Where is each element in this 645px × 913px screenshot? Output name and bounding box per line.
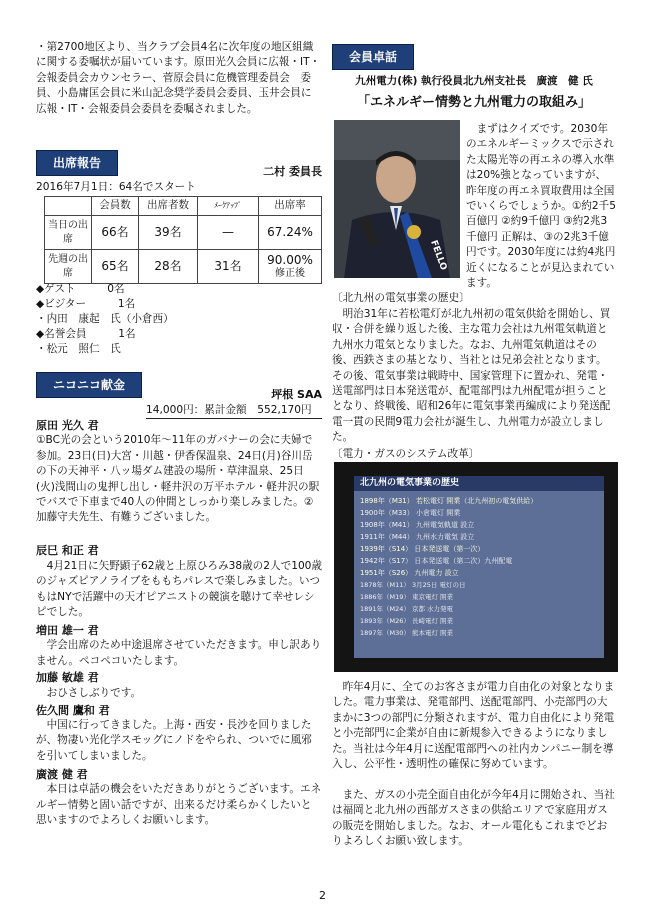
attendance-date: 2016年7月1日：64名でスタート: [36, 181, 196, 193]
guests-line: ◆ゲスト 0名: [36, 283, 125, 295]
col-members: 会員数: [92, 197, 139, 216]
slide-line: 1891年（M24） 京都 水力発電: [360, 605, 454, 613]
visitors-line: ◆ビジター 1名: [36, 298, 136, 310]
attendance-table: [44, 196, 322, 284]
donor-message: ①BC光の会という2010年〜11年のガバナーの会に夫婦で参加。23日(日)大宮・川越・伊香保温泉、24日(月)谷川岳の下の天神平・八ッ場ダム建設の場所・草津温泉、25日(火)浅間山の鬼押し出し・軽井沢の万平ホテル・軽井沢の駅でバスで下車まで40人の仲間としっかり楽しみました。②加藤守夫先生、有難うございました。: [36, 434, 320, 524]
donor-name: 辰巳 和正 君: [36, 544, 99, 558]
donor-message: おひさしぶりです。: [46, 686, 142, 699]
slide-line: 1898年（M31） 若松電灯 開業（北九州初の電気供給）: [360, 497, 538, 505]
donor-message: 4月21日に矢野顕子62歳と上原ひろみ38歳の2人で100歳のジャズピアノライブをももちパレスで楽しみました。いつもはNYで活躍中の天才ピアニストの競演を聴けて幸せレシピでした。: [36, 559, 323, 619]
cell-members: 65名: [92, 250, 139, 284]
slide-photo: [334, 462, 618, 672]
row-label: 先週の出席: [45, 250, 92, 284]
talk-paragraph-3: 昨年4月に、全てのお客さまが電力自由化の対象となりました。電力事業は、発電部門、送配電部門、小売部門の大まかに3つの部門に分類されますが、電力自由化により発電と小売部門に企業が自由に新規参入できるようになりました。当社は今年4月に送配電部門への社内カンパニー制を導入し、公平性・透明性の確保に努めています。: [332, 681, 615, 771]
niconico-amount-line: [146, 403, 322, 419]
cell-rate-wrap: [259, 250, 322, 284]
donor-name: 佐久間 鷹和 君: [36, 703, 110, 717]
committee-notice: ・第2700地区より、当クラブ会員4名に次年度の地区組織に関する委嘱状が届いています。原田光久会員に広報・IT・会報委員会カウンセラー、菅原会員に危機管理委員会 委員、小島庸匡会員に米山記念奨学委員会委員、玉井会員に広報・IT・会報委員会委員を委嘱されました。: [36, 41, 321, 115]
col-makeup: ﾒｰｸｱｯﾌﾟ: [198, 197, 259, 216]
slide-title: 北九州の電気事業の歴史: [354, 476, 604, 491]
slide-line: 1951年（S26） 九州電力 設立: [360, 569, 459, 577]
col-rate: 出席率: [259, 197, 322, 216]
niconico-officer: 坪根 SAA: [271, 388, 322, 401]
member-talk-header: 会員卓話: [332, 44, 414, 70]
niconico-total: ：累計金額 552,170円: [193, 404, 312, 416]
cell-rate: 67.24%: [259, 216, 322, 250]
talk-paragraph-2: 明治31年に若松電灯が北九州初の電気供給を開始し、買収・合併を繰り返した後、主な電力会社は九州電気軌道と九州水力電気となりました。なお、九州電気軌道はその後、西鉄さまの基となり、当社とは兄弟会社となります。その後、電気事業は戦時中、国家管理下に置かれ、発電・送電部門は日本発送電が、配電部門は九州配電が担うこととなり、終戦後、昭和26年に電気事業再編成により発送配電一貫の民間9電力会社が誕生し、九州電力が設立しました。: [332, 308, 611, 444]
attendance-officer: 二村 委員長: [263, 165, 322, 178]
speaker-line: 九州電力(株) 執行役員北九州支社長 廣渡 健 氏: [355, 75, 593, 87]
cell-makeup: 31名: [198, 250, 259, 284]
niconico-amount: 14,000円: [146, 404, 194, 416]
talk-paragraph-1: まずはクイズです。2030年のエネルギーミックスで示された太陽光等の再エネの導入水準は20%強となっていますが、昨年度の再エネ買取費用は全国でいくらでしょうか。①約2千5百億円 ②約9千億円 ③約2兆3千億円 正解は、③の2兆3千億円です。2030年度には約4兆円近くになることが見込まれています。: [466, 123, 616, 290]
page-number: 2: [319, 889, 326, 902]
slide-line: 1900年（M33） 小倉電灯 開業: [360, 509, 461, 517]
cell-rate-note: 修正後: [275, 267, 305, 279]
section-history: 〔北九州の電気事業の歴史〕: [332, 292, 470, 304]
cell-members: 66名: [92, 216, 139, 250]
talk-intro-wrap: [466, 122, 616, 291]
slide-line: 1942年（S17） 日本発送電（第二次）九州配電: [360, 557, 513, 565]
cell-attendees: 28名: [139, 250, 198, 284]
speaker-photo: [334, 120, 460, 278]
attendance-header: 出席報告: [36, 150, 118, 176]
donor-message: 学会出席のため中途退席させていただきます。申し訳ありません。ペコペコいたします。: [36, 639, 322, 667]
donor-name: 原田 光久 君: [36, 419, 99, 432]
cell-rate: 90.00%: [267, 252, 313, 267]
slide-line: 1897年（M30） 熊本電灯 開業: [360, 629, 454, 637]
niconico-header: ニコニコ献金: [36, 372, 142, 398]
slide-lines: [354, 491, 604, 643]
col-blank: [45, 197, 92, 216]
talk-title: 「エネルギー情勢と九州電力の取組み」: [356, 95, 591, 110]
talk-paragraph-4: また、ガスの小売全面自由化が今年4月に開始され、当社は福岡と北九州の西部ガスさまの供給エリアで家庭用ガスの販売を開始しました。なお、オール電化もこれまでどおりよろしくお願い致します。: [332, 789, 615, 848]
honorary-name: ・松元 照仁 氏: [36, 343, 121, 355]
col-attendees: 出席者数: [139, 197, 198, 216]
slide-line: 1878年（M11） 3月25日 電灯の日: [360, 581, 466, 589]
honorary-line: ◆名誉会員 1名: [36, 328, 136, 340]
cell-makeup: —: [198, 216, 259, 250]
sash-label: FELLO: [428, 239, 449, 272]
cell-attendees: 39名: [139, 216, 198, 250]
donor-message: 中国に行ってきました。上海・西安・長沙を回りましたが、物凄い光化学スモッグにノドをやられ、ついでに風邪を引いてしまいました。: [36, 719, 312, 762]
slide-line: 1886年（M19） 東京電灯 開業: [360, 593, 454, 601]
niconico-list: [36, 418, 322, 829]
donor-name: 増田 雄一 君: [36, 623, 99, 637]
donor-message: 本日は卓話の機会をいただきありがとうございます。エネルギー情勢と固い話ですが、出来るだけ柔らかくしたいと思いますのでよろしくお願いします。: [36, 783, 322, 827]
slide-line: 1893年（M26） 長崎電灯 開業: [360, 617, 454, 625]
slide-line: 1911年（M44） 九州水力電気 設立: [360, 533, 475, 541]
slide-line: 1939年（S14） 日本発送電（第一次）: [360, 545, 485, 553]
slide-screen: [354, 476, 604, 658]
donor-name: 加藤 敏雄 君: [36, 671, 99, 685]
section-reform: 〔電力・ガスのシステム改革〕: [332, 448, 480, 460]
donor-name: 廣渡 健 君: [36, 768, 88, 782]
visitor-name: ・内田 康起 氏（小倉西）: [36, 313, 174, 325]
slide-line: 1908年（M41） 九州電気軌道 設立: [360, 521, 475, 529]
row-label: 当日の出席: [45, 216, 92, 250]
